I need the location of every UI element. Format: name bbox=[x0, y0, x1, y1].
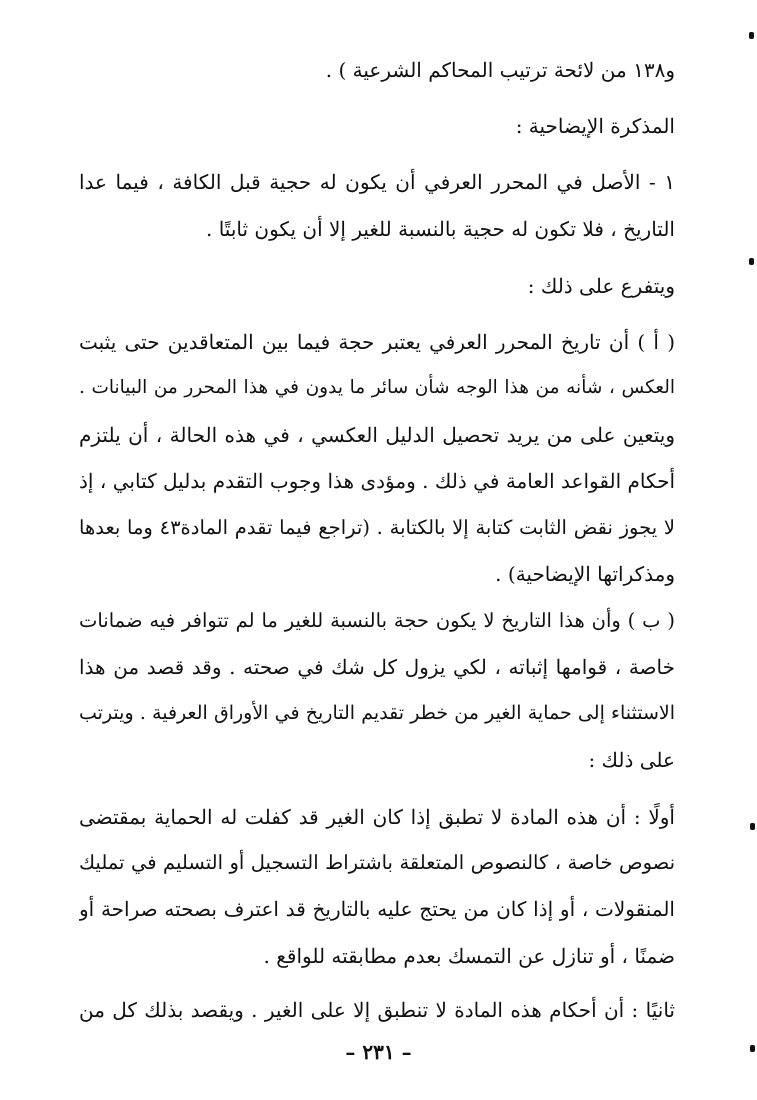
text-line: التاريخ ، فلا تكون له حجية بالنسبة للغير إلا أن يكون ثابتًا . bbox=[205, 217, 675, 241]
text-line: الاستثناء إلى حماية الغير من خطر تقديم التاريخ في الأوراق العرفية . ويترتب bbox=[79, 702, 675, 724]
text-line: ضمنًا ، أو تنازل عن التمسك بعدم مطابقته للواقع . bbox=[263, 944, 675, 968]
scan-mark bbox=[750, 1045, 755, 1052]
text-line: ( أ ) أن تاريخ المحرر العرفي يعتبر حجة فيما بين المتعاقدين حتى يثبت bbox=[79, 330, 675, 354]
text-line: ( ب ) وأن هذا التاريخ لا يكون حجة بالنسبة للغير ما لم تتوافر فيه ضمانات bbox=[79, 609, 675, 632]
text-line: ويتفرع على ذلك : bbox=[527, 274, 675, 298]
text-line: أولًا : أن هذه المادة لا تطبق إذا كان الغير قد كفلت له الحماية بمقتضى bbox=[79, 805, 675, 829]
text-line: خاصة ، قوامها إثباته ، لكي يزول كل شك في صحته . وقد قصد من هذا bbox=[79, 655, 675, 679]
text-line: أحكام القواعد العامة في ذلك . ومؤدى هذا وجوب التقدم بدليل كتابي ، إذ bbox=[79, 469, 675, 493]
text-line: نصوص خاصة ، كالنصوص المتعلقة باشتراط التسجيل أو التسليم في تمليك bbox=[79, 851, 675, 874]
section-heading: المذكرة الإيضاحية : bbox=[515, 114, 675, 138]
text-line: المنقولات ، أو إذا كان من يحتج عليه بالتاريخ قد اعترف بصحته صراحة أو bbox=[79, 897, 675, 921]
text-line: ويتعين على من يريد تحصيل الدليل العكسي ، في هذه الحالة ، أن يلتزم bbox=[79, 423, 675, 447]
text-line: العكس ، شأنه من هذا الوجه شأن سائر ما يدون في هذا المحرر من البيانات . bbox=[79, 377, 675, 398]
text-line: و١٣٨ من لائحة ترتيب المحاكم الشرعية ) . bbox=[325, 58, 675, 82]
scan-mark bbox=[749, 258, 754, 265]
page-number: – ٢٣١ – bbox=[345, 1040, 412, 1064]
scan-mark bbox=[749, 32, 754, 39]
text-line: ١ - الأصل في المحرر العرفي أن يكون له حجية قبل الكافة ، فيما عدا bbox=[79, 170, 675, 194]
scan-mark bbox=[750, 823, 755, 830]
text-line: لا يجوز نقض الثابت كتابة إلا بالكتابة . (تراجع فيما تقدم المادة٤٣ وما بعدها bbox=[79, 516, 675, 539]
text-line: على ذلك : bbox=[588, 748, 675, 772]
text-line: ثانيًا : أن أحكام هذه المادة لا تنطبق إلا على الغير . ويقصد بذلك كل من bbox=[79, 998, 675, 1022]
text-line: ومذكراتها الإيضاحية) . bbox=[495, 562, 675, 586]
